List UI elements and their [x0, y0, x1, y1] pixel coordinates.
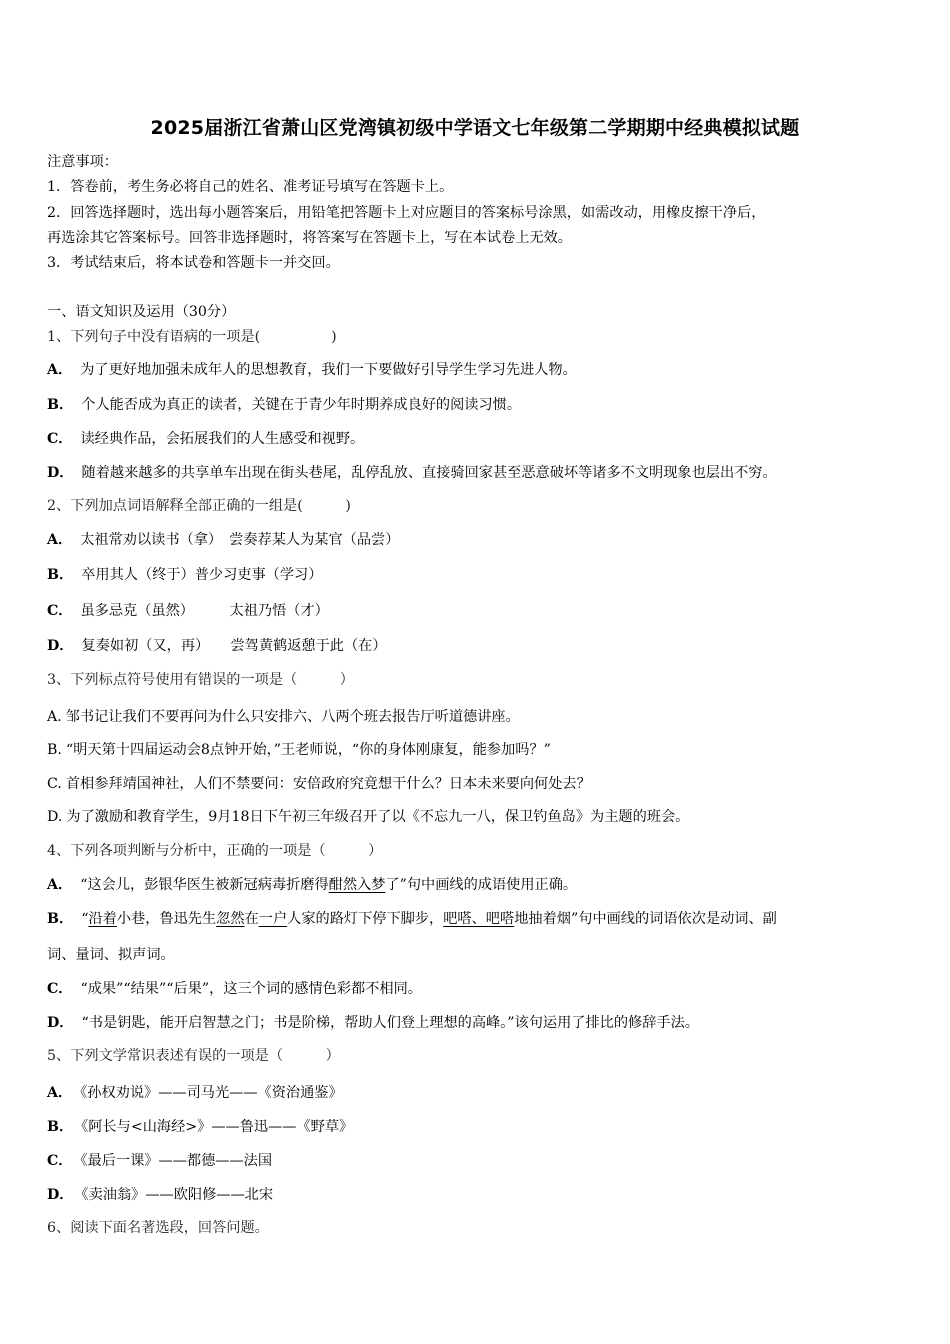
option-text: 《最后一课》——都德——法国 — [80, 1153, 273, 1169]
q3-option-d — [47, 807, 689, 827]
q1-option-c — [47, 429, 364, 449]
option-text: “成果”“结果”“后果”，这三个词的感情色彩都不相同。 — [80, 981, 422, 997]
underlined-word: 一户 — [258, 911, 288, 927]
option-text: 地抽着烟”句中画线的词语依次是动词、副 — [514, 911, 777, 927]
option-label: C． — [47, 1153, 73, 1169]
notice-item: 1．答卷前，考生务必将自己的姓名、准考证号填写在答题卡上。 — [47, 179, 454, 195]
question-4-stem: 4、下列各项判断与分析中，正确的一项是（ ） — [47, 843, 383, 859]
option-label: B． — [47, 397, 74, 413]
question-5-stem: 5、下列文学常识表述有误的一项是（ ） — [47, 1048, 340, 1064]
option-label: B． — [47, 567, 74, 583]
q3-option-a — [47, 707, 520, 727]
notice-item: 再选涂其它答案标号。回答非选择题时，将答案写在答题卡上，写在本试卷上无效。 — [47, 230, 572, 246]
question-6-stem: 6、阅读下面名著选段，回答问题。 — [47, 1220, 269, 1236]
section-heading: 一、语文知识及运用（30分） — [47, 304, 236, 320]
q5-option-a — [47, 1083, 343, 1103]
option-text: “书是钥匙，能开启智慧之门；书是阶梯，帮助人们登上理想的高峰。”该句运用了排比的修辞手法。 — [81, 1015, 699, 1031]
q5-option-c — [47, 1151, 272, 1171]
q3-option-b — [47, 740, 551, 760]
notice-item: 3．考试结束后，将本试卷和答题卡一并交回。 — [47, 255, 340, 271]
q1-option-d — [47, 463, 777, 483]
option-text: 了”句中画线的成语使用正确。 — [385, 877, 578, 893]
option-text: 《孙权劝说》——司马光——《资治通鉴》 — [80, 1085, 343, 1101]
option-label: D． — [47, 1187, 74, 1203]
page-title: 2025届浙江省萧山区党湾镇初级中学语文七年级第二学期期中经典模拟试题 — [150, 117, 800, 139]
notice-heading: 注意事项： — [47, 154, 118, 170]
q2-option-b — [47, 565, 322, 585]
option-text: 在 — [244, 911, 259, 927]
option-text: 为了更好地加强未成年人的思想教育，我们一下要做好引导学生学习先进人物。 — [80, 362, 577, 378]
option-label: C. — [47, 776, 62, 792]
option-text: 人家的路灯下停下脚步， — [287, 911, 444, 927]
notice-item: 2．回答选择题时，选出每小题答案后，用铅笔把答题卡上对应题目的答案标号涂黑，如需改动，用橡皮擦干净后， — [47, 205, 766, 221]
option-label: D． — [47, 638, 74, 654]
question-1-stem: 1、下列句子中没有语病的一项是( ) — [47, 329, 337, 345]
underlined-word: 吧嗒、吧嗒 — [443, 911, 515, 927]
option-label: A． — [47, 877, 73, 893]
option-label: D. — [47, 809, 63, 825]
option-text: 太祖常劝以读书（拿） 尝奏荐某人为某官（品尝） — [80, 532, 400, 548]
underlined-word: 沿着 — [88, 911, 117, 927]
q4-option-a — [47, 875, 577, 895]
q4-option-b — [47, 909, 777, 929]
option-text: 邹书记让我们不要再问为什么只安排六、八两个班去报告厅听道德讲座。 — [65, 709, 520, 725]
option-text: 卒用其人（终于）普少习吏事（学习） — [81, 567, 323, 583]
option-text: 随着越来越多的共享单车出现在街头巷尾，乱停乱放、直接骑回家甚至恶意破坏等诸多不文明现象也层出不穷。 — [81, 465, 777, 481]
option-text: 复奏如初（又，再） 尝驾黄鹤返憩于此（在） — [81, 638, 387, 654]
question-2-stem: 2、下列加点词语解释全部正确的一组是( ) — [47, 498, 351, 514]
q4-option-d — [47, 1013, 699, 1033]
q4-option-c — [47, 979, 422, 999]
q5-option-d — [47, 1185, 273, 1205]
option-label: C． — [47, 981, 73, 997]
option-label: C． — [47, 603, 73, 619]
underlined-word: 忽然 — [216, 911, 245, 927]
option-text: 为了激励和教育学生，9月18日下午初三年级召开了以《不忘九一八，保卫钓鱼岛》为主题的班会。 — [66, 809, 690, 825]
option-label: A． — [47, 1085, 73, 1101]
q2-option-a — [47, 530, 399, 550]
option-label: A. — [47, 709, 62, 725]
option-label: A． — [47, 362, 73, 378]
option-label: A． — [47, 532, 73, 548]
q1-option-a — [47, 360, 577, 380]
q2-option-d — [47, 636, 387, 656]
q3-option-c — [47, 774, 591, 794]
option-text: 个人能否成为真正的读者，关键在于青少年时期养成良好的阅读习惯。 — [81, 397, 522, 413]
q4-option-b-continued: 词、量词、拟声词。 — [47, 947, 175, 963]
q1-option-b — [47, 395, 521, 415]
option-label: B． — [47, 911, 74, 927]
option-text: 读经典作品，会拓展我们的人生感受和视野。 — [80, 431, 365, 447]
option-text: 《阿长与<山海经>》——鲁迅——《野草》 — [81, 1119, 354, 1135]
option-text: 首相参拜靖国神社，人们不禁要问：安倍政府究竟想干什么？日本未来要向何处去？ — [65, 776, 591, 792]
option-text: “这会儿，彭银华医生被新冠病毒折磨得 — [80, 877, 329, 893]
option-text: “明天第十四届运动会8点钟开始，”王老师说，“你的身体刚康复，能参加吗？” — [65, 742, 551, 758]
option-label: B． — [47, 1119, 74, 1135]
option-label: D． — [47, 1015, 74, 1031]
option-label: C． — [47, 431, 73, 447]
option-text: 虽多忌克（虽然） 太祖乃悟（才） — [80, 603, 329, 619]
option-text: 小巷，鲁迅先生 — [116, 911, 217, 927]
q2-option-c — [47, 601, 329, 621]
q5-option-b — [47, 1117, 353, 1137]
option-label: B. — [47, 742, 62, 758]
option-label: D． — [47, 465, 74, 481]
question-3-stem: 3、下列标点符号使用有错误的一项是（ ） — [47, 672, 354, 688]
option-text: “ — [81, 911, 89, 927]
option-text: 《卖油翁》——欧阳修——北宋 — [81, 1187, 274, 1203]
underlined-idiom: 酣然入梦 — [328, 877, 386, 893]
